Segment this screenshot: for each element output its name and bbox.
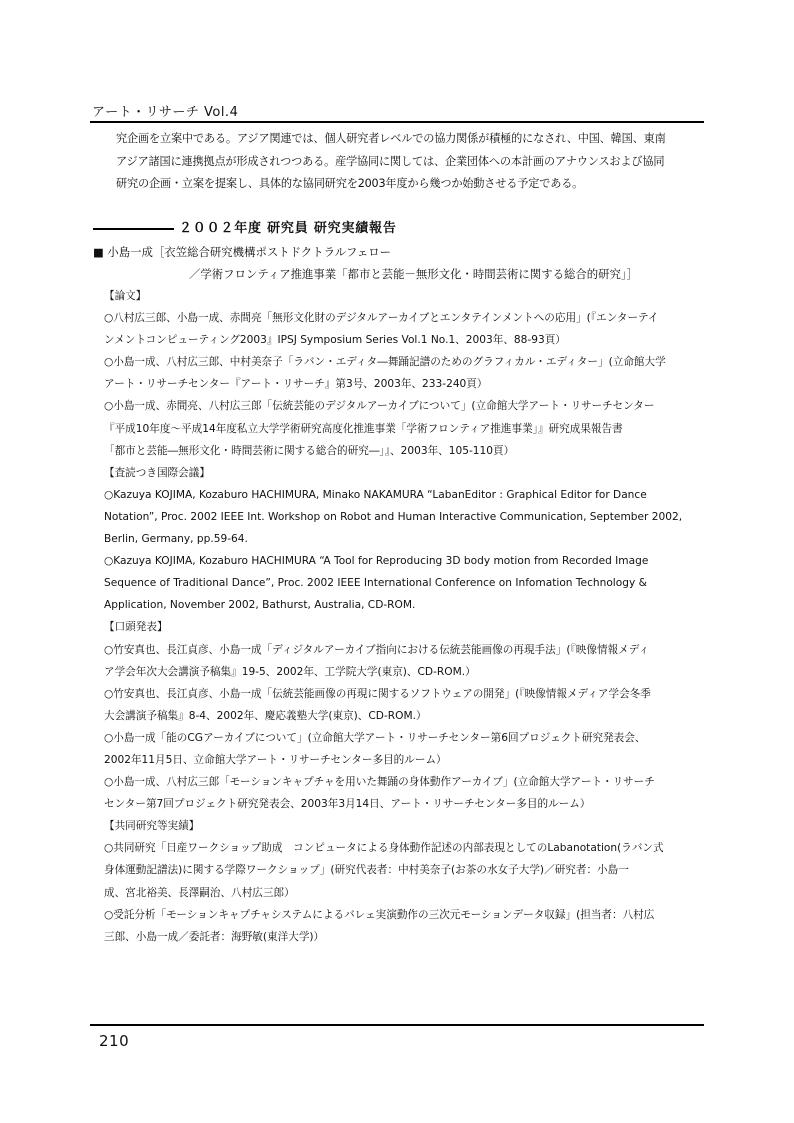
- intro-line: 研究の企画・立案を提案し、具体的な協同研究を2003年度から幾つか始動させる予定である。: [116, 177, 584, 190]
- publication-entry: [104, 727, 704, 771]
- entry-line: アート・リサーチセンター『アート・リサーチ』第3号、2003年、233-240頁）: [104, 378, 488, 391]
- publication-entry: [104, 639, 704, 683]
- entry-line: Notation”, Proc. 2002 IEEE Int. Workshop on Robot and Human Interactive Communication, September 2002,: [104, 510, 683, 523]
- entry-line: 『平成10年度～平成14年度私立大学学術研究高度化推進事業「学術フロンティア推進事業」』研究成果報告書: [104, 422, 623, 435]
- entry-line: ○Kazuya KOJIMA, Kozaburo HACHIMURA, Minako NAKAMURA “LabanEditor : Graphical Editor for Dance: [104, 488, 647, 501]
- entry-line: ンメントコンピューティング2003』IPSJ Symposium Series Vol.1 No.1、2003年、88-93頁）: [104, 334, 566, 347]
- author-project: ／学術フロンティア推進事業「都市と芸能－無形文化・時間芸術に関する総合的研究」］: [189, 267, 639, 281]
- entry-line: ○小島一成、八村広三郎「モーションキャプチャを用いた舞踊の身体動作アーカイブ」(立命館大学アート・リサーチ: [104, 776, 655, 789]
- entry-line: Berlin, Germany, pp.59-64.: [104, 533, 248, 546]
- category-label: 【口頭発表】: [104, 621, 168, 634]
- entry-line: ○竹安真也、長江貞彦、小島一成「伝統芸能画像の再現に関するソフトウェアの開発」(『映像情報メディア学会冬季: [104, 687, 651, 700]
- publication-entry: [104, 683, 704, 727]
- publication-entry: [104, 837, 704, 903]
- entry-line: 「都市と芸能―無形文化・時間芸術に関する総合的研究―」』、2003年、105-110頁）: [104, 444, 515, 457]
- entry-line: ○小島一成、八村広三郎、中村美奈子「ラバン・エディタ―舞踊記譜のためのグラフィカル・エディター」(立命館大学: [104, 356, 666, 369]
- intro-line: 究企画を立案中である。アジア関連では、個人研究者レベルでの協力関係が積極的になされ、中国、韓国、東南: [116, 132, 666, 145]
- entry-line: Application, November 2002, Bathurst, Australia, CD-ROM.: [104, 599, 416, 612]
- publication-entry: [104, 484, 704, 550]
- author-affiliation: ■ 小島一成［衣笠総合研究機構ポストドクトラルフェロー: [93, 245, 392, 259]
- category-label: 【査読つき国際会議】: [104, 466, 210, 479]
- footer-rule: [90, 1024, 704, 1026]
- publication-list: [104, 285, 704, 948]
- publication-entry: [104, 351, 704, 395]
- entry-line: ○受託分析「モーションキャプチャシステムによるバレェ実演動作の三次元モーションデータ収録」(担当者：八村広: [104, 908, 655, 921]
- entry-line: 2002年11月5日、立命館大学アート・リサーチセンター多目的ルーム）: [104, 753, 447, 766]
- entry-line: ○八村広三郎、小島一成、赤間亮「無形文化財のデジタルアーカイブとエンタテインメントへの応用」(『エンターテイ: [104, 312, 659, 325]
- entry-line: ○Kazuya KOJIMA, Kozaburo HACHIMURA “A Tool for Reproducing 3D body motion from Recorded Image: [104, 555, 649, 568]
- entry-line: ア学会年次大会講演予稿集』19-5、2002年、工学院大学(東京)、CD-ROM.）: [104, 665, 476, 678]
- entry-line: ○竹安真也、長江貞彦、小島一成「ディジタルアーカイブ指向における伝統芸能画像の再現手法」(『映像情報メディ: [104, 643, 650, 656]
- entry-line: 三郎、小島一成／委託者：海野敏(東洋大学)）: [104, 930, 325, 943]
- running-header: [90, 104, 704, 122]
- heading-rule: [93, 228, 174, 230]
- publication-entry: [104, 395, 704, 461]
- publication-entry: [104, 904, 704, 948]
- author-block: [93, 241, 638, 285]
- section-title: ２００２年度 研究員 研究実績報告: [179, 221, 397, 236]
- entry-line: 大会講演予稿集』8-4、2002年、慶応義塾大学(東京)、CD-ROM.）: [104, 709, 427, 722]
- entry-line: ○小島一成「能のCGアーカイブについて」(立命館大学アート・リサーチセンター第6回プロジェクト研究発表会、: [104, 731, 646, 744]
- entry-line: センター第7回プロジェクト研究発表会、2003年3月14日、アート・リサーチセンター多目的ルーム）: [104, 798, 591, 811]
- intro-paragraph: [116, 128, 702, 196]
- entry-line: ○共同研究「日産ワークショップ助成 コンピュータによる身体動作記述の内部表現としてのLabanotation(ラバン式: [104, 842, 664, 855]
- category-label: 【論文】: [104, 290, 147, 302]
- journal-title: アート・リサーチ Vol.4: [92, 105, 239, 120]
- entry-line: 成、宮北裕美、長澤嗣治、八村広三郎）: [104, 886, 295, 899]
- intro-line: アジア諸国に連携拠点が形成されつつある。産学協同に関しては、企業団体への本計画のアナウンスおよび協同: [116, 154, 665, 168]
- page-number: 210: [99, 1032, 130, 1050]
- header-rule: [90, 121, 704, 123]
- publication-entry: [104, 550, 704, 616]
- entry-line: ○小島一成、赤間亮、八村広三郎「伝統芸能のデジタルアーカイブについて」(立命館大学アート・リサーチセンター: [104, 400, 655, 413]
- entry-line: 身体運動記譜法)に関する学際ワークショップ」(研究代表者：中村美奈子(お茶の水女子大学)／研究者：小島一: [104, 864, 629, 877]
- publication-entry: [104, 771, 704, 815]
- publication-entry: [104, 307, 704, 351]
- section-heading: [93, 219, 653, 239]
- category-label: 【共同研究等実績】: [104, 820, 200, 833]
- entry-line: Sequence of Traditional Dance”, Proc. 2002 IEEE International Conference on Infomation Technology &: [104, 577, 647, 590]
